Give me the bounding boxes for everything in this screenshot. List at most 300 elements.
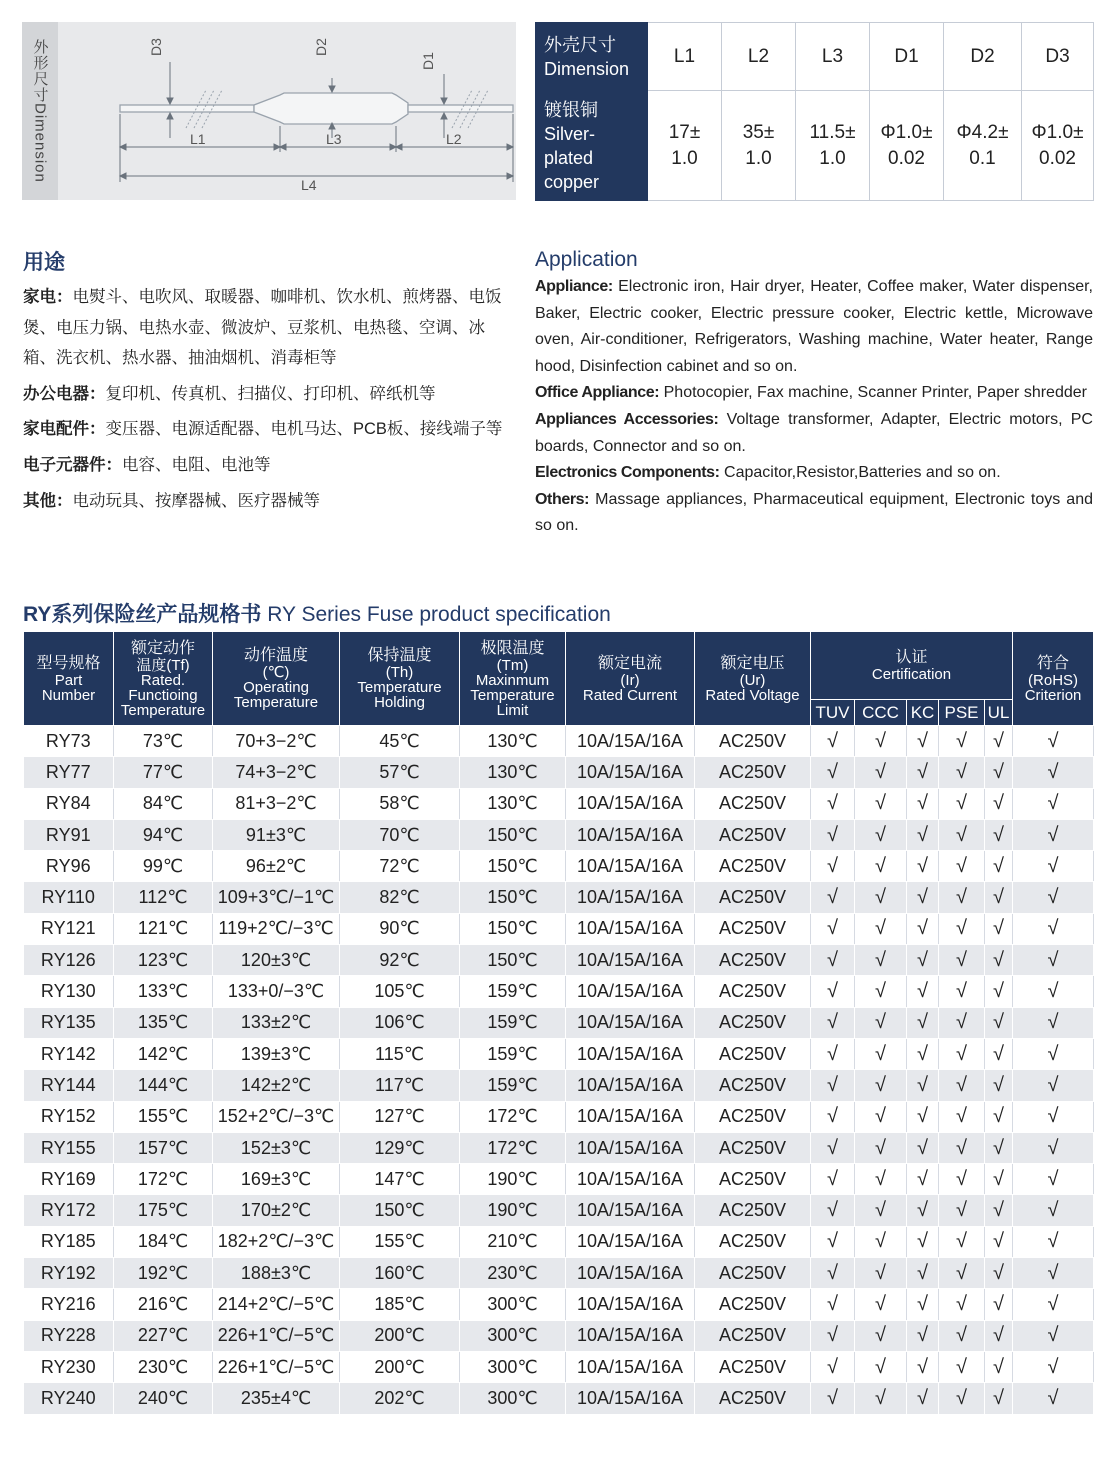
cell-limit-temp: 190℃: [460, 1164, 566, 1195]
check-mark: √: [855, 882, 907, 913]
cell-rated-voltage: AC250V: [695, 945, 811, 976]
dimension-col-d2: D2: [944, 23, 1022, 91]
check-mark: √: [907, 1164, 939, 1195]
check-mark: √: [907, 1038, 939, 1069]
cell-limit-temp: 159℃: [460, 976, 566, 1007]
spec-header-rated-voltage: [695, 632, 811, 726]
cell-limit-temp: 300℃: [460, 1320, 566, 1351]
material-label-line: Silver-: [544, 123, 596, 144]
cell-rated-temp: 157℃: [114, 1132, 213, 1163]
cell-operating-temp: 152±3℃: [213, 1132, 340, 1163]
spec-header-en: Part: [54, 671, 83, 689]
material-label-line: plated: [544, 147, 594, 168]
check-mark: √: [939, 1101, 985, 1132]
cell-part-number: RY73: [24, 726, 114, 757]
check-mark: √: [1013, 1038, 1094, 1069]
cell-limit-temp: 130℃: [460, 726, 566, 757]
spec-header-holding-temp: [340, 632, 460, 726]
dimension-header-label: [536, 23, 648, 91]
check-mark: √: [907, 1351, 939, 1382]
check-mark: √: [939, 1226, 985, 1257]
check-mark: √: [1013, 1289, 1094, 1320]
spec-header-en: Holding: [374, 694, 425, 711]
cell-operating-temp: 119+2℃/−3℃: [213, 913, 340, 944]
table-row: [24, 1132, 1094, 1163]
check-mark: √: [939, 788, 985, 819]
check-mark: √: [811, 1164, 855, 1195]
cell-operating-temp: 214+2℃/−5℃: [213, 1289, 340, 1320]
cell-part-number: RY185: [24, 1226, 114, 1257]
spec-cert-kc: KC: [907, 700, 939, 726]
table-row: [24, 1383, 1094, 1414]
cell-part-number: RY142: [24, 1038, 114, 1069]
cell-part-number: RY135: [24, 1007, 114, 1038]
cell-rated-voltage: AC250V: [695, 1070, 811, 1101]
application-item-text: Photocopier, Fax machine, Scanner Printer, Paper shredder: [659, 384, 1087, 402]
cell-rated-voltage: AC250V: [695, 1351, 811, 1382]
check-mark: √: [907, 913, 939, 944]
check-mark: √: [1013, 1164, 1094, 1195]
cell-holding-temp: 82℃: [340, 882, 460, 913]
cell-rated-temp: 175℃: [114, 1195, 213, 1226]
cell-rated-current: 10A/15A/16A: [566, 788, 695, 819]
check-mark: √: [907, 788, 939, 819]
application-item-label: Appliances Accessories:: [535, 410, 719, 428]
cell-holding-temp: 155℃: [340, 1226, 460, 1257]
spec-title-cn: RY系列保险丝产品规格书: [23, 603, 262, 626]
check-mark: √: [907, 1289, 939, 1320]
cell-rated-current: 10A/15A/16A: [566, 1383, 695, 1414]
check-mark: √: [855, 945, 907, 976]
fuse-spec-table: [23, 631, 1094, 1415]
uses-item-label: 电子元器件：: [23, 455, 122, 474]
cell-limit-temp: 300℃: [460, 1351, 566, 1382]
cell-operating-temp: 96±2℃: [213, 851, 340, 882]
table-row: [24, 851, 1094, 882]
check-mark: √: [939, 819, 985, 850]
spec-header-en: Operating: [243, 679, 309, 696]
cell-holding-temp: 185℃: [340, 1289, 460, 1320]
dimension-value-line: Φ1.0±: [880, 121, 933, 143]
check-mark: √: [811, 1289, 855, 1320]
application-item-label: Office Appliance:: [535, 384, 660, 402]
dimension-value-line: 1.0: [671, 147, 698, 169]
application-item-label: Appliance:: [535, 278, 613, 295]
check-mark: √: [907, 1383, 939, 1414]
check-mark: √: [939, 882, 985, 913]
cell-part-number: RY172: [24, 1195, 114, 1226]
label-d3: D3: [148, 38, 164, 56]
cell-rated-temp: 73℃: [114, 726, 213, 757]
spec-header-en: (Tm): [496, 656, 529, 674]
check-mark: √: [811, 788, 855, 819]
cell-operating-temp: 120±3℃: [213, 945, 340, 976]
table-row: [24, 1101, 1094, 1132]
dimension-table-value-row: [536, 91, 1094, 201]
spec-header-operating-temp: [213, 632, 340, 726]
application-item: [535, 274, 1093, 380]
dimension-value-d1: [870, 91, 944, 201]
cell-rated-voltage: AC250V: [695, 788, 811, 819]
cell-rated-current: 10A/15A/16A: [566, 1007, 695, 1038]
dimension-value-line: 35±: [742, 121, 775, 143]
cell-rated-temp: 135℃: [114, 1007, 213, 1038]
table-row: [24, 1007, 1094, 1038]
dimension-value-line: 0.02: [888, 147, 925, 169]
cell-operating-temp: 133+0/−3℃: [213, 976, 340, 1007]
spec-header-rated-functioning-temp: [114, 632, 213, 726]
uses-item-label: 其他：: [23, 491, 73, 510]
check-mark: √: [1013, 788, 1094, 819]
check-mark: √: [855, 819, 907, 850]
cell-rated-voltage: AC250V: [695, 976, 811, 1007]
dimension-value-line: 11.5±: [809, 121, 856, 143]
cell-rated-current: 10A/15A/16A: [566, 1258, 695, 1289]
dimension-value-line: 1.0: [745, 147, 772, 169]
cell-part-number: RY240: [24, 1383, 114, 1414]
check-mark: √: [907, 976, 939, 1007]
table-row: [24, 1258, 1094, 1289]
cell-holding-temp: 117℃: [340, 1070, 460, 1101]
check-mark: √: [907, 945, 939, 976]
cell-part-number: RY130: [24, 976, 114, 1007]
uses-item: [23, 282, 515, 374]
dimension-header-cn: 外壳尺寸: [544, 34, 616, 55]
table-row: [24, 1289, 1094, 1320]
check-mark: √: [939, 1038, 985, 1069]
cell-holding-temp: 70℃: [340, 819, 460, 850]
spec-header-en: Certification: [871, 666, 952, 683]
cell-operating-temp: 235±4℃: [213, 1383, 340, 1414]
check-mark: √: [939, 1289, 985, 1320]
cell-rated-current: 10A/15A/16A: [566, 1195, 695, 1226]
material-label-line: 镀银铜: [544, 99, 598, 120]
check-mark: √: [985, 851, 1013, 882]
check-mark: √: [907, 1226, 939, 1257]
cell-rated-current: 10A/15A/16A: [566, 757, 695, 788]
label-l4: L4: [301, 177, 317, 193]
spec-header-en: Temperature: [470, 686, 555, 704]
cell-rated-current: 10A/15A/16A: [566, 976, 695, 1007]
check-mark: √: [939, 726, 985, 757]
cell-operating-temp: 142±2℃: [213, 1070, 340, 1101]
label-l1: L1: [190, 131, 206, 147]
cell-part-number: RY96: [24, 851, 114, 882]
check-mark: √: [939, 1351, 985, 1382]
check-mark: √: [855, 913, 907, 944]
dimension-value-d2: [944, 91, 1022, 201]
check-mark: √: [939, 1383, 985, 1414]
table-row: [24, 726, 1094, 757]
spec-header-en: (RoHS): [1028, 671, 1079, 689]
spec-header-cn: 额定电流: [597, 654, 662, 672]
spec-header-cn: 动作温度: [243, 647, 308, 664]
check-mark: √: [985, 726, 1013, 757]
cell-part-number: RY152: [24, 1101, 114, 1132]
check-mark: √: [939, 1195, 985, 1226]
spec-header-en: Number: [41, 686, 96, 704]
check-mark: √: [811, 1070, 855, 1101]
check-mark: √: [811, 726, 855, 757]
cell-rated-temp: 94℃: [114, 819, 213, 850]
dimension-value-line: 0.1: [969, 147, 996, 169]
spec-header-en: Rated Current: [582, 686, 678, 704]
check-mark: √: [811, 882, 855, 913]
uses-item-label: 办公电器：: [23, 384, 106, 403]
spec-header-en: Temperature: [120, 701, 206, 719]
dimension-value-l3: [796, 91, 870, 201]
cell-rated-voltage: AC250V: [695, 1289, 811, 1320]
application-section-title: Application: [535, 248, 638, 271]
check-mark: √: [1013, 1132, 1094, 1163]
cell-part-number: RY126: [24, 945, 114, 976]
check-mark: √: [855, 1383, 907, 1414]
table-row: [24, 1070, 1094, 1101]
spec-header-en: Functioing: [128, 686, 198, 704]
check-mark: √: [985, 1007, 1013, 1038]
cell-rated-current: 10A/15A/16A: [566, 1164, 695, 1195]
spec-header-row: [24, 632, 1094, 700]
cell-holding-temp: 45℃: [340, 726, 460, 757]
spec-header-en: (Th): [385, 664, 414, 681]
cell-holding-temp: 57℃: [340, 757, 460, 788]
check-mark: √: [1013, 1258, 1094, 1289]
check-mark: √: [939, 1258, 985, 1289]
cell-limit-temp: 172℃: [460, 1101, 566, 1132]
spec-header-rated-current: [566, 632, 695, 726]
material-label-line: copper: [544, 171, 600, 192]
spec-cert-tuv: TUV: [811, 700, 855, 726]
cell-rated-voltage: AC250V: [695, 1226, 811, 1257]
cell-limit-temp: 150℃: [460, 945, 566, 976]
check-mark: √: [1013, 757, 1094, 788]
label-l2: L2: [446, 131, 462, 147]
uses-list-cn: [23, 282, 515, 521]
spec-title-en: RY Series Fuse product specification: [261, 603, 611, 626]
check-mark: √: [939, 757, 985, 788]
cell-rated-current: 10A/15A/16A: [566, 1289, 695, 1320]
cell-operating-temp: 91±3℃: [213, 819, 340, 850]
cell-holding-temp: 202℃: [340, 1383, 460, 1414]
dimension-col-d3: D3: [1022, 23, 1094, 91]
dimension-col-l1: L1: [648, 23, 722, 91]
cell-part-number: RY91: [24, 819, 114, 850]
check-mark: √: [1013, 1351, 1094, 1382]
check-mark: √: [1013, 1383, 1094, 1414]
cell-holding-temp: 129℃: [340, 1132, 460, 1163]
cell-part-number: RY144: [24, 1070, 114, 1101]
fuse-outline: [120, 93, 513, 124]
check-mark: √: [907, 1101, 939, 1132]
check-mark: √: [1013, 945, 1094, 976]
check-mark: √: [939, 1070, 985, 1101]
table-row: [24, 1351, 1094, 1382]
application-item: [535, 380, 1093, 407]
check-mark: √: [855, 788, 907, 819]
check-mark: √: [907, 757, 939, 788]
check-mark: √: [855, 1132, 907, 1163]
cell-holding-temp: 105℃: [340, 976, 460, 1007]
uses-item: [23, 486, 515, 517]
spec-header-en: Maxinmum: [475, 671, 550, 689]
cell-part-number: RY110: [24, 882, 114, 913]
cell-limit-temp: 150℃: [460, 851, 566, 882]
check-mark: √: [811, 757, 855, 788]
cell-operating-temp: 70+3−2℃: [213, 726, 340, 757]
cell-rated-temp: 142℃: [114, 1038, 213, 1069]
cell-limit-temp: 150℃: [460, 819, 566, 850]
check-mark: √: [855, 1258, 907, 1289]
dimension-value-line: 0.02: [1039, 147, 1076, 169]
check-mark: √: [907, 819, 939, 850]
cell-operating-temp: 133±2℃: [213, 1007, 340, 1038]
check-mark: √: [1013, 1195, 1094, 1226]
table-row: [24, 757, 1094, 788]
check-mark: √: [811, 1320, 855, 1351]
check-mark: √: [985, 1320, 1013, 1351]
check-mark: √: [855, 976, 907, 1007]
table-row: [24, 1226, 1094, 1257]
check-mark: √: [811, 1351, 855, 1382]
check-mark: √: [1013, 819, 1094, 850]
dimension-value-l2: [722, 91, 796, 201]
spec-header-rohs: [1013, 632, 1094, 726]
cell-rated-voltage: AC250V: [695, 913, 811, 944]
label-l3: L3: [326, 131, 342, 147]
application-item: [535, 460, 1093, 487]
cell-operating-temp: 182+2℃/−3℃: [213, 1226, 340, 1257]
check-mark: √: [985, 976, 1013, 1007]
spec-header-cn: 极限温度: [480, 639, 545, 657]
dimension-drawing-panel: [22, 22, 516, 200]
uses-item: [23, 379, 515, 410]
application-item-label: Electronics Components:: [535, 464, 720, 482]
cell-limit-temp: 130℃: [460, 757, 566, 788]
spec-header-en: Temperature: [233, 694, 319, 711]
spec-cert-pse: PSE: [939, 700, 985, 726]
cell-rated-current: 10A/15A/16A: [566, 851, 695, 882]
spec-header-en: Criterion: [1024, 686, 1082, 704]
cell-operating-temp: 226+1℃/−5℃: [213, 1320, 340, 1351]
cell-rated-temp: 133℃: [114, 976, 213, 1007]
check-mark: √: [855, 757, 907, 788]
check-mark: √: [811, 913, 855, 944]
check-mark: √: [855, 1226, 907, 1257]
check-mark: √: [985, 1351, 1013, 1382]
dimension-value-line: Φ4.2±: [956, 121, 1009, 143]
spec-header-en: (Ur): [739, 671, 766, 689]
uses-item-text: 电熨斗、电吹风、取暖器、咖啡机、饮水机、煎烤器、电饭煲、电压力锅、电热水壶、微波炉、豆浆机、电热毯、空调、冰箱、洗衣机、热水器、抽油烟机、消毒柜等: [23, 288, 502, 368]
cell-rated-current: 10A/15A/16A: [566, 1226, 695, 1257]
check-mark: √: [811, 1132, 855, 1163]
check-mark: √: [985, 788, 1013, 819]
dimension-col-d1: D1: [870, 23, 944, 91]
spec-header-en: Temperature: [357, 679, 442, 696]
check-mark: √: [811, 1383, 855, 1414]
check-mark: √: [939, 1320, 985, 1351]
cell-rated-current: 10A/15A/16A: [566, 726, 695, 757]
check-mark: √: [907, 882, 939, 913]
dimension-side-bar: [22, 22, 58, 200]
cell-rated-voltage: AC250V: [695, 1164, 811, 1195]
spec-header-en: (℃): [262, 664, 290, 681]
check-mark: √: [939, 1164, 985, 1195]
cell-rated-voltage: AC250V: [695, 1132, 811, 1163]
spec-header-cn: 保持温度: [367, 647, 432, 664]
check-mark: √: [1013, 1101, 1094, 1132]
check-mark: √: [985, 1132, 1013, 1163]
dimension-col-l3: L3: [796, 23, 870, 91]
spec-header-en: Rated Voltage: [705, 686, 800, 704]
check-mark: √: [1013, 1320, 1094, 1351]
cell-part-number: RY155: [24, 1132, 114, 1163]
cell-rated-temp: 84℃: [114, 788, 213, 819]
check-mark: √: [855, 1195, 907, 1226]
spec-header-en: Limit: [496, 701, 529, 719]
cell-rated-current: 10A/15A/16A: [566, 1132, 695, 1163]
dimension-side-label: 外形尺寸Dimension: [31, 39, 49, 183]
check-mark: √: [811, 1038, 855, 1069]
cell-limit-temp: 190℃: [460, 1195, 566, 1226]
check-mark: √: [907, 1195, 939, 1226]
check-mark: √: [985, 1258, 1013, 1289]
check-mark: √: [1013, 882, 1094, 913]
table-row: [24, 1195, 1094, 1226]
dimension-value-line: 17±: [668, 121, 701, 143]
cell-rated-temp: 227℃: [114, 1320, 213, 1351]
cell-rated-current: 10A/15A/16A: [566, 945, 695, 976]
cell-holding-temp: 150℃: [340, 1195, 460, 1226]
application-item: [535, 407, 1093, 460]
check-mark: √: [855, 1101, 907, 1132]
cell-holding-temp: 115℃: [340, 1038, 460, 1069]
cell-holding-temp: 200℃: [340, 1320, 460, 1351]
spec-header-cn: 额定动作: [130, 639, 195, 657]
cell-part-number: RY228: [24, 1320, 114, 1351]
spec-cert-ul: UL: [985, 700, 1013, 726]
cell-rated-temp: 240℃: [114, 1383, 213, 1414]
check-mark: √: [1013, 726, 1094, 757]
check-mark: √: [1013, 1007, 1094, 1038]
application-list-en: [535, 274, 1093, 540]
check-mark: √: [811, 1258, 855, 1289]
cell-holding-temp: 58℃: [340, 788, 460, 819]
cell-limit-temp: 159℃: [460, 1007, 566, 1038]
check-mark: √: [985, 1164, 1013, 1195]
cell-rated-voltage: AC250V: [695, 1258, 811, 1289]
spec-header-cn: 符合: [1037, 654, 1070, 672]
check-mark: √: [907, 726, 939, 757]
cell-rated-temp: 77℃: [114, 757, 213, 788]
cell-rated-temp: 155℃: [114, 1101, 213, 1132]
cell-holding-temp: 200℃: [340, 1351, 460, 1382]
cell-rated-temp: 230℃: [114, 1351, 213, 1382]
spec-header-cn: 认证: [895, 649, 928, 666]
cell-operating-temp: 169±3℃: [213, 1164, 340, 1195]
cell-rated-temp: 172℃: [114, 1164, 213, 1195]
cell-limit-temp: 159℃: [460, 1038, 566, 1069]
check-mark: √: [907, 1258, 939, 1289]
check-mark: √: [855, 1038, 907, 1069]
uses-item: [23, 414, 515, 445]
check-mark: √: [1013, 1226, 1094, 1257]
cell-rated-temp: 99℃: [114, 851, 213, 882]
cell-rated-temp: 216℃: [114, 1289, 213, 1320]
check-mark: √: [907, 1132, 939, 1163]
table-row: [24, 913, 1094, 944]
check-mark: √: [985, 882, 1013, 913]
check-mark: √: [811, 1195, 855, 1226]
